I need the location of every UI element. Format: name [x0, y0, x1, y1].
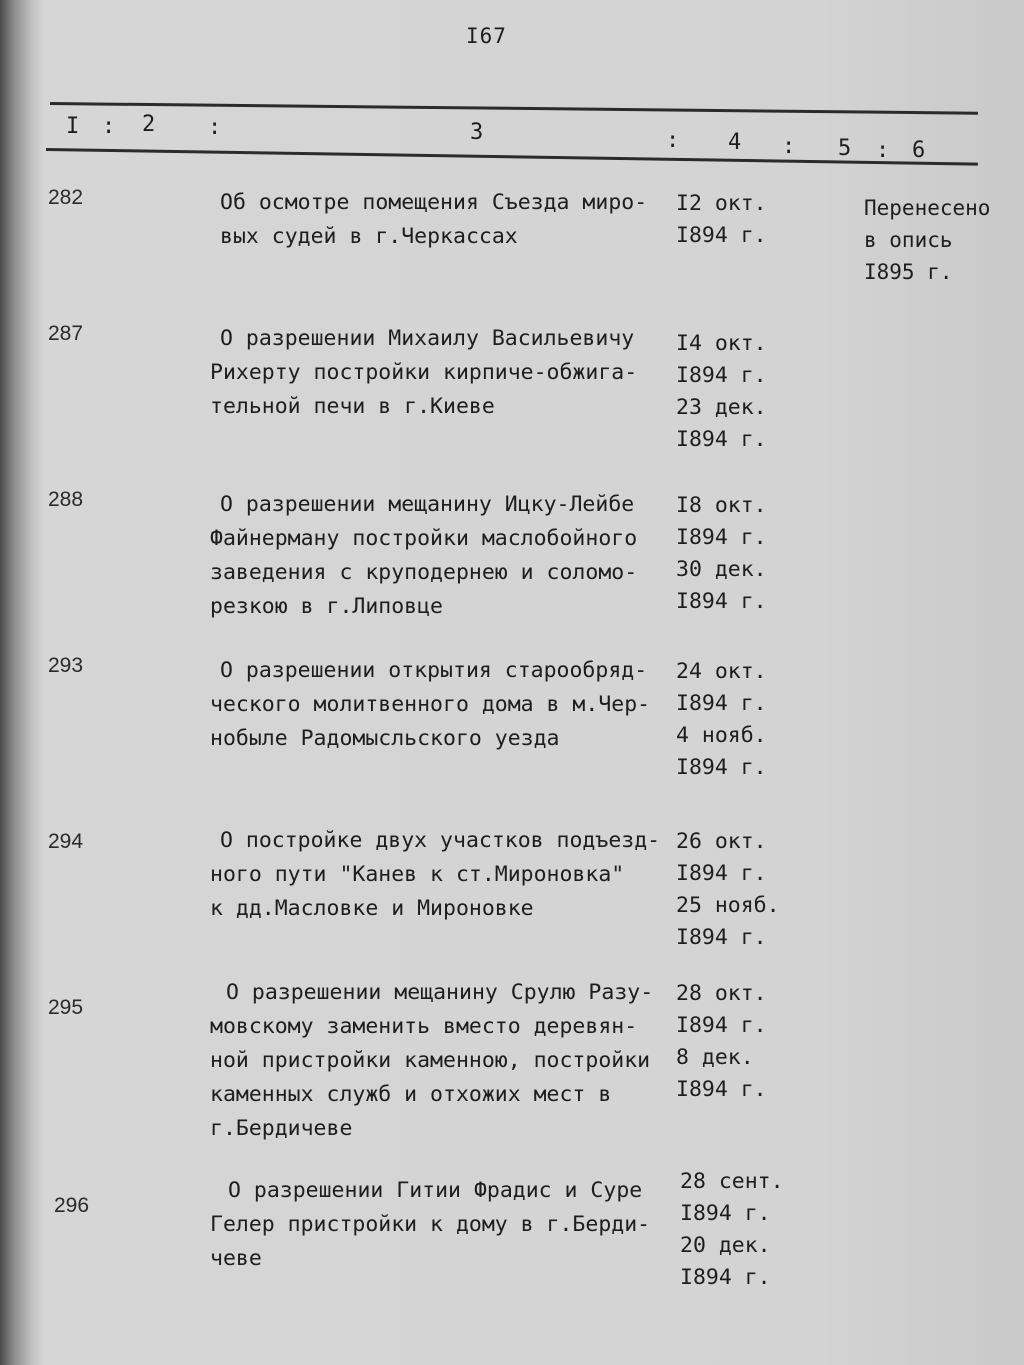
entry-title: [210, 488, 680, 624]
entry-date-line: 28 сент.: [680, 1169, 784, 1194]
entry-date-line: I894 г.: [676, 223, 767, 248]
entry-date-line: 28 окт.: [676, 981, 767, 1006]
entry-date-line: I894 г.: [676, 1077, 767, 1102]
entry-number: 287: [48, 322, 84, 345]
entry-title: [210, 322, 680, 424]
column-separator: :: [208, 115, 222, 140]
entry-title-line: Рихерту постройки кирпиче-обжига-: [210, 360, 638, 385]
entry-title: [210, 824, 680, 926]
entry-title-line: О разрешении мещанину Срулю Разу-: [226, 980, 654, 1005]
entry-title-line: г.Бердичеве: [210, 1116, 353, 1141]
entry-number: 288: [48, 488, 84, 511]
entry-title-line: О постройке двух участков подъезд-: [220, 828, 661, 853]
entry-title-line: О разрешении Михаилу Васильевичу: [220, 326, 635, 351]
column-separator: :: [666, 128, 680, 153]
entry-title-line: нобыле Радомысльского уезда: [210, 726, 560, 751]
bleed-through-smudge: [872, 560, 992, 640]
entry-title-line: заведения с круподернею и соломо-: [210, 560, 638, 585]
entry-date-line: I894 г.: [680, 1265, 771, 1290]
entry-date-line: 8 дек.: [676, 1045, 754, 1070]
entry-date-line: I894 г.: [676, 691, 767, 716]
entry-note: [864, 192, 990, 288]
entry-dates: [676, 656, 767, 784]
entry-title: [210, 1174, 680, 1276]
entry-date-line: I894 г.: [676, 427, 767, 452]
entry-number: 282: [48, 186, 84, 209]
entry-date-line: 4 нояб.: [676, 723, 767, 748]
entry-title-line: Гелер пристройки к дому в г.Берди-: [210, 1212, 651, 1237]
entry-title-line: ного пути "Канев к ст.Мироновка": [210, 862, 625, 887]
book-spine-shadow: [0, 0, 44, 1365]
column-separator: :: [782, 134, 796, 159]
entry-date-line: I894 г.: [680, 1201, 771, 1226]
entry-number: 296: [54, 1194, 90, 1217]
entry-title-line: Файнерману постройки маслобойного: [210, 526, 638, 551]
entry-title-line: резкою в г.Липовце: [210, 594, 443, 619]
entry-title-line: ческого молитвенного дома в м.Чер-: [210, 692, 651, 717]
header-rule-top: [50, 102, 978, 115]
entry-date-line: 23 дек.: [676, 395, 767, 420]
entry-date-line: I894 г.: [676, 861, 767, 886]
entry-number: 295: [48, 996, 84, 1019]
column-header-1: I: [66, 114, 80, 139]
entry-date-line: 25 нояб.: [676, 893, 780, 918]
entry-title-line: вых судей в г.Черкассах: [220, 224, 518, 249]
entry-date-line: I894 г.: [676, 1013, 767, 1038]
entry-title-line: О разрешении мещанину Ицку-Лейбе: [220, 492, 635, 517]
entry-title-line: О разрешении Гитии Фрадис и Суре: [228, 1178, 643, 1203]
entry-dates: [680, 1166, 784, 1294]
entry-title-line: О разрешении открытия старообряд-: [220, 658, 648, 683]
entry-title: [220, 186, 690, 254]
entry-date-line: 30 дек.: [676, 557, 767, 582]
entry-number: 293: [48, 654, 84, 677]
column-header-3: 3: [470, 120, 484, 145]
entry-dates: [676, 978, 767, 1106]
entry-date-line: 20 дек.: [680, 1233, 771, 1258]
entry-title-line: мовскому заменить вместо деревян-: [210, 1014, 638, 1039]
entry-date-line: I894 г.: [676, 525, 767, 550]
entry-number: 294: [48, 830, 84, 853]
entry-date-line: 24 окт.: [676, 659, 767, 684]
column-header-4: 4: [728, 130, 742, 155]
entry-date-line: 26 окт.: [676, 829, 767, 854]
entry-dates: [676, 188, 767, 252]
entry-date-line: I2 окт.: [676, 191, 767, 216]
entry-title-line: Об осмотре помещения Съезда миро-: [220, 190, 648, 215]
entry-note-line: Перенесено: [864, 196, 991, 220]
entry-date-line: I8 окт.: [676, 493, 767, 518]
entry-date-line: I894 г.: [676, 755, 767, 780]
entry-title-line: к дд.Масловке и Мироновке: [210, 896, 534, 921]
entry-note-line: I895 г.: [864, 260, 953, 284]
column-header-2: 2: [142, 112, 156, 137]
entry-title: [210, 654, 680, 756]
entry-date-line: I4 окт.: [676, 331, 767, 356]
entry-title-line: каменных служб и отхожих мест в: [210, 1082, 612, 1107]
entry-dates: [676, 328, 767, 456]
entry-title-line: ной пристройки каменною, постройки: [210, 1048, 651, 1073]
page-number: I67: [466, 24, 507, 48]
column-separator: :: [102, 114, 116, 139]
entry-dates: [676, 826, 780, 954]
entry-date-line: I894 г.: [676, 925, 767, 950]
entry-title-line: тельной печи в г.Киеве: [210, 394, 495, 419]
entry-date-line: I894 г.: [676, 363, 767, 388]
entry-title-line: чеве: [210, 1246, 262, 1271]
column-header-6: 6: [912, 138, 926, 163]
entry-date-line: I894 г.: [676, 589, 767, 614]
entry-title: [210, 976, 680, 1146]
entry-note-line: в опись: [864, 228, 953, 252]
column-header-5: 5: [838, 136, 852, 161]
column-separator: :: [876, 138, 890, 163]
entry-dates: [676, 490, 767, 618]
